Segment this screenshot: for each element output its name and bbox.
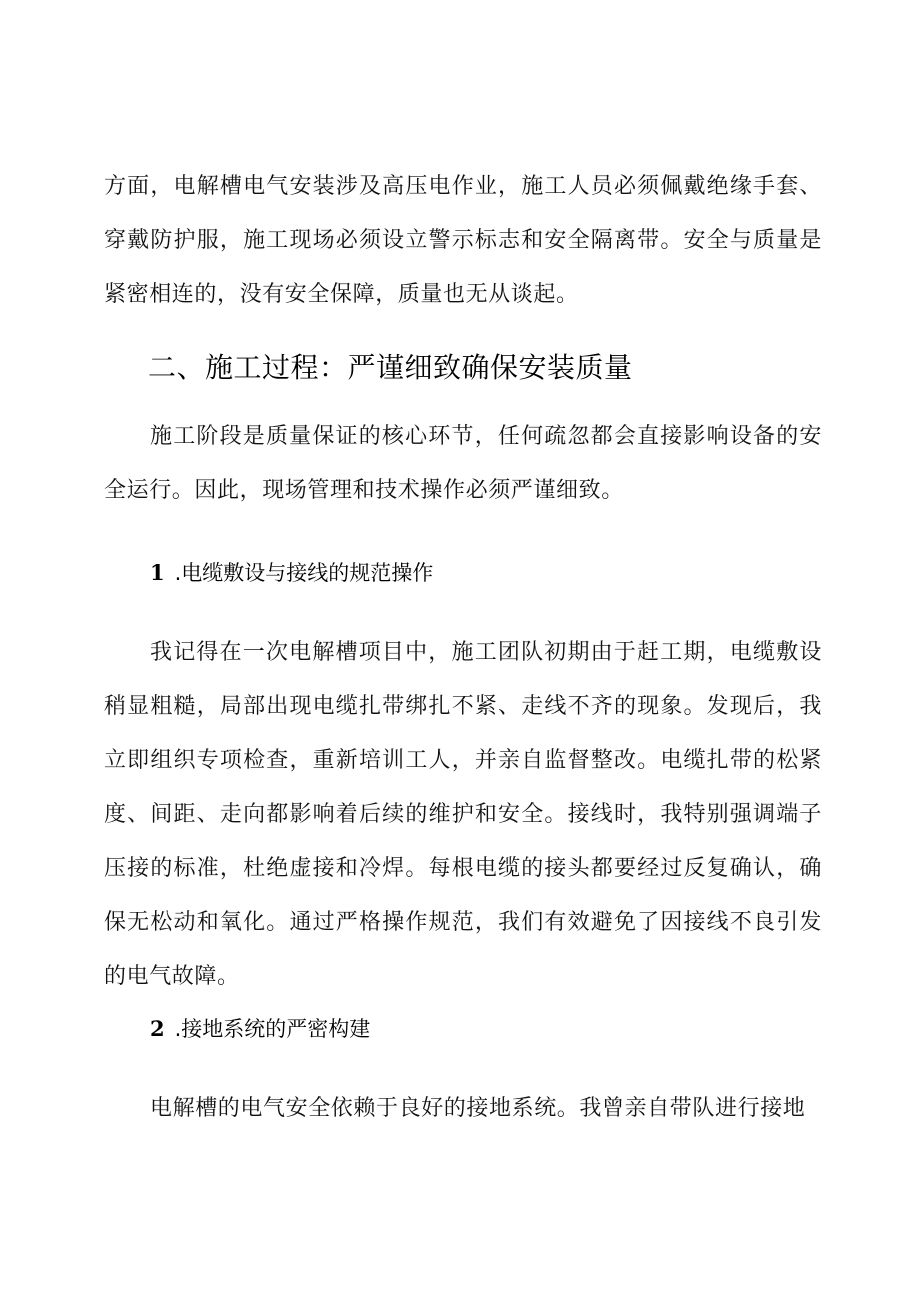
subheading-number: 1 xyxy=(150,560,165,585)
subheading-grounding-system xyxy=(150,1012,850,1046)
subheading-text: .接地系统的严密构建 xyxy=(174,1017,371,1041)
section-heading-construction-process: 二、施工过程：严谨细致确保安装质量 xyxy=(148,351,633,384)
subheading-number: 2 xyxy=(150,1016,165,1041)
paragraph-grounding-system: 电解槽的电气安全依赖于良好的接地系统。我曾亲自带队进行接地 xyxy=(150,1096,806,1121)
paragraph-safety: 方面，电解槽电气安装涉及高压电作业，施工人员必须佩戴绝缘手套、穿戴防护服，施工现场必须设立警示标志和安全隔离带。安全与质量是紧密相连的，没有安全保障，质量也无从谈起。 xyxy=(104,174,822,307)
paragraph-construction-intro: 施工阶段是质量保证的核心环节，任何疏忽都会直接影响设备的安全运行。因此，现场管理和技术操作必须严谨细致。 xyxy=(104,424,822,503)
subheading-text: .电缆敷设与接线的规范操作 xyxy=(174,561,434,585)
subheading-cable-laying xyxy=(150,556,850,590)
paragraph-cable-laying: 我记得在一次电解槽项目中，施工团队初期由于赶工期，电缆敷设稍显粗糙，局部出现电缆扎带绑扎不紧、走线不齐的现象。发现后，我立即组织专项检查，重新培训工人，并亲自监督整改。电缆扎带的松紧度、间距、走向都影响着后续的维护和安全。接线时，我特别强调端子压接的标准，杜绝虚接和冷焊。每根电缆的接头都要经过反复确认，确保无松动和氧化。通过严格操作规范，我们有效避免了因接线不良引发的电气故障。 xyxy=(104,640,822,989)
